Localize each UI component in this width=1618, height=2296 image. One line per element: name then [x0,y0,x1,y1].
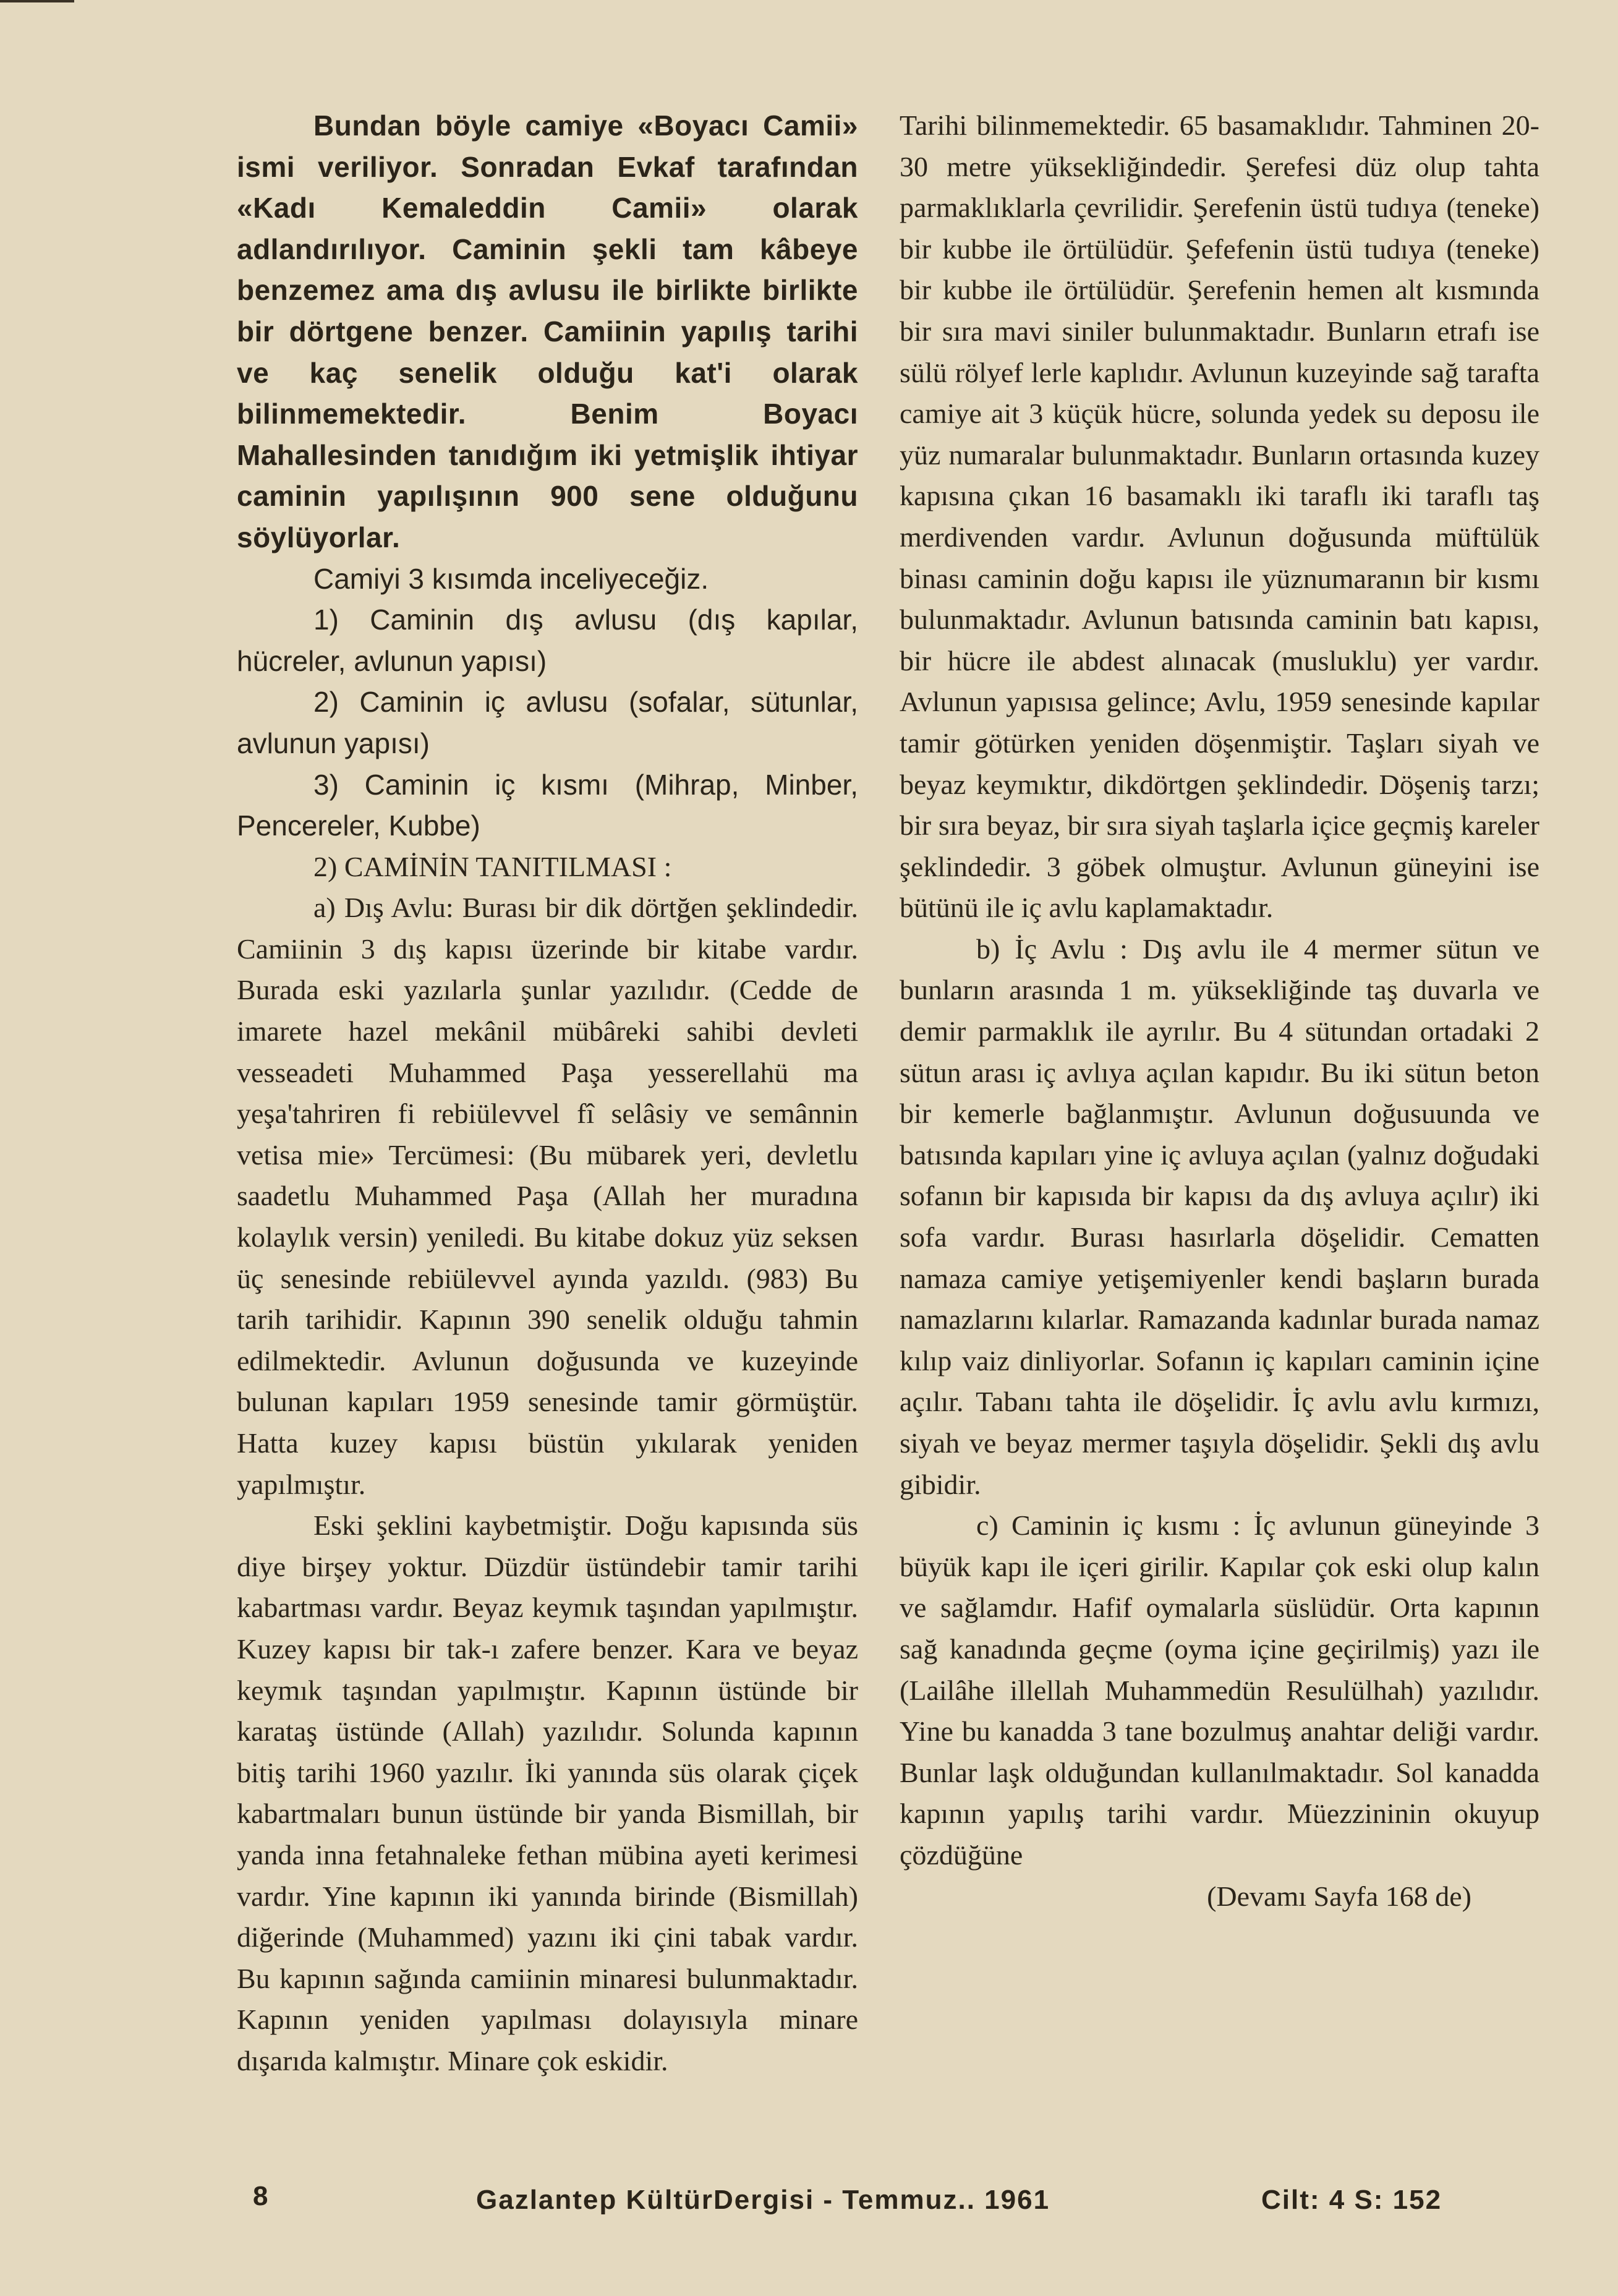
paragraph-a: a) Dış Avlu: Burası bir dik dörtğen şeklindedir. Camiinin 3 dış kapısı üzerinde bir kitabe vardır. Burada eski yazılarla şunlar yazılıdır. (Cedde de imarete hazel mekânil mübâreki sahibi devleti vesseadeti Muhammed Paşa yesserellahü ma yeşa'tahriren fi rebiülevvel fî selâsiy ve semânnin vetisa mie» Tercümesi: (Bu mübarek yeri, devletlu saadetlu Muhammed Paşa (Allah her muradına kolaylık versin) yeniledi. Bu kitabe dokuz yüz seksen üç senesinde rebiülevvel ayında yazıldı. (983) Bu tarih tarihidir. Kapının 390 senelik olduğu tahmin edilmektedir. Avlunun doğusunda ve kuzeyinde bulunan kapıları 1959 senesinde tamir görmüştür. Hatta kuzey kapısı büstün yıkılarak yeniden yapılmıştır. [237,892,858,1500]
page-corner-mark [0,0,74,2]
paragraph-b: Eski şeklini kaybetmiştir. Doğu kapısında süs diye birşey yoktur. Düzdür üstündebir tamir tarihi kabartması vardır. Beyaz keymık taşından yapılmıştır. Kuzey kapısı bir tak-ı zafere benzer. Kara ve beyaz keymık taşından yapılmıştır. Kapının üstünde bir karataş üstünde (Allah) yazılıdır. Solunda kapının bitiş tarihi 1960 yazılır. İki yanında süs olarak çiçek kabartmaları bunun üstünde bir yanda Bismillah, bir yanda inna fetahnaleke fethan mübina ayeti kerimesi vardır. Yine kapının iki yanında birinde (Bismillah) diğerinde (Muhammed) yazını iki çini tabak vardır. Bu kapının sağında camiinin minaresi bulunmaktadır. Kapının yeniden yapılması dolayısıyla minare dışarıda kalmıştır. Minare çok eskidir. [237,1509,858,2076]
footer [0,2181,1618,2224]
section-3: 3) Caminin iç kısmı (Mihrap, Minber, Pencereler, Kubbe) [237,768,858,842]
section-heading: 2) CAMİNİN TANITILMASI : [313,850,672,882]
intro-paragraph: Bundan böyle camiye «Boyacı Camii» ismi veriliyor. Sonradan Evkaf tarafından «Kadı Kemaleddin Camii» olarak adlandırılıyor. Caminin şekli tam kâbeye benzemez ama dış avlusu ile birlikte birlikte bir dörtgene benzer. Camiinin yapılış tarihi ve kaç senelik olduğu kat'i olarak bilinmemektedir. Benim Boyacı Mahallesinden tanıdığım iki yetmişlik ihtiyar caminin yapılışının 900 sene olduğunu söylüyorlar. [237,109,858,553]
volume-info: Cilt: 4 S: 152 [1261,2185,1442,2215]
right-paragraph-b: b) İç Avlu : Dış avlu ile 4 mermer sütun ve bunların arasında 1 m. yüksekliğinde taş duvarla ve demir parmaklık ile ayrılır. Bu 4 sütundan ortadaki 2 sütun arası iç avlıya açılan kapıdır. Bu iki sütun beton bir kemerle bağlanmıştır. Avlunun doğusuunda ve batısında kapıları yine iç avluya açılan (yalnız doğudaki sofanın bir kapısıda bir kapısı da dış avluya açılır) iki sofa vardır. Burası hasırlarla döşelidir. Cematten namaza camiye yetişemiyenler kendi başların burada namazlarını kılarlar. Ramazanda kadınlar burada namaz kılıp vaiz dinliyorlar. Sofanın iç kapıları caminin içine açılır. Tabanı tahta ile döşelidir. İç avlu avlu kırmızı, siyah ve beyaz mermer taşıyla döşelidir. Şekli dış avlu gibidir. [900,932,1539,1500]
magazine-title: Gazlantep KültürDergisi - Temmuz.. 1961 [476,2185,1050,2215]
section-1: 1) Caminin dış avlusu (dış kapılar, hücreler, avlunun yapısı) [237,604,858,677]
continued-note: (Devamı Sayfa 168 de) [1207,1880,1471,1912]
right-paragraph-c: c) Caminin iç kısmı : İç avlunun güneyinde 3 büyük kapı ile içeri girilir. Kapılar çok eski olup kalın ve sağlamdır. Hafif oymalarla süslüdür. Orta kapının sağ kanadında geçme (oyma içine geçirilmiş) yazı ile (Lailâhe illellah Muhammedün Resulülhah) yazılıdır. Yine bu kanadda 3 tane bozulmuş anahtar deliği vardır. Bunlar laşk olduğundan kullanılmaktadır. Sol kanadda kapının yapılış tarihi vardır. Müezzininin okuyup çözdüğüne [900,1509,1539,1871]
section-2: 2) Caminin iç avlusu (sofalar, sütunlar, avlunun yapısı) [237,686,858,759]
right-paragraph-1: Tarihi bilinmemektedir. 65 basamaklıdır. Tahminen 20-30 metre yüksekliğindedir. Şerefesi düz olup tahta parmaklıklarla çevrilidir. Şerefenin üstü tudıya (teneke) bir kubbe ile örtülüdür. Şefefenin üstü tudıya (teneke) bir kubbe ile örtülüdür. Şerefenin hemen alt kısmında bir sıra mavi siniler bulunmaktadır. Bunların etrafı ise sülü rölyef lerle kaplıdır. Avlunun kuzeyinde sağ tarafta camiye ait 3 küçük hücre, solunda yedek su deposu ile yüz numaralar bulunmaktadır. Bunların ortasında kuzey kapısına çıkan 16 basamaklı iki taraflı iki taraflı taş merdivenden vardır. Avlunun doğusunda müftülük binası caminin doğu kapısı ile yüznumaranın bir kısmı bulunmaktadır. Avlunun batısında caminin batı kapısı, bir hücre ile abdest alınacak (musluklu) yer vardır. Avlunun yapısısa gelince; Avlu, 1959 senesinde kapılar tamir götürken yeniden döşenmiştir. Taşları siyah ve beyaz keymıktır, dikdörtgen şeklindedir. Döşeniş tarzı; bir sıra beyaz, bir sıra siyah taşlarla içice geçmiş kareler şeklindedir. 3 göbek olmuştur. Avlunun güneyini ise bütünü ile iç avlu kaplamaktadır. [900,109,1539,924]
left-column [237,105,858,2082]
page-number: 8 [253,2181,268,2211]
right-column [900,105,1539,1917]
sections-intro: Camiyi 3 kısımda inceliyeceğiz. [313,562,709,595]
